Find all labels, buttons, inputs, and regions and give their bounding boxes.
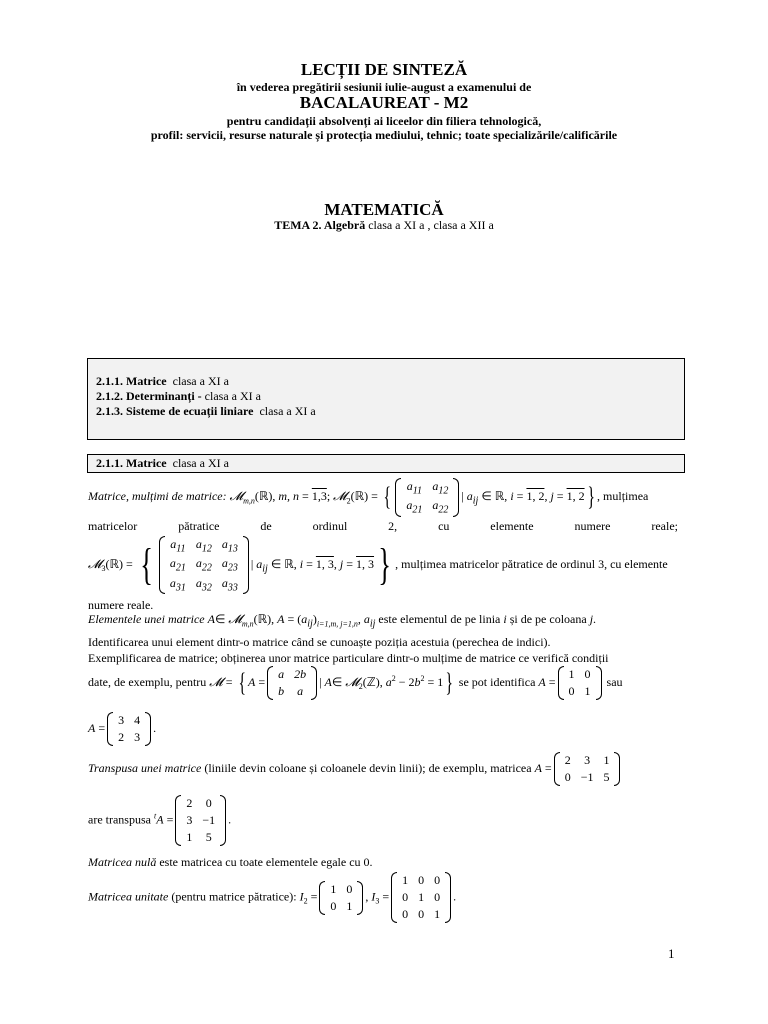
- toc-item-class: clasa a XI a: [259, 404, 316, 418]
- transpose-result: are transpusa $^t$A = 2 0 3 −1 1 5 .: [88, 796, 232, 844]
- term-transpose: Transpusa unei matrice: [88, 760, 202, 775]
- text-span: sau: [606, 674, 623, 689]
- exam-title: BACALAUREAT - M2: [299, 93, 469, 112]
- p2: matricelor pătratice de ordinul 2, cu elemente numere reale;: [88, 519, 678, 533]
- toc-item: [96, 389, 316, 404]
- transpose-line: Transpusa unei matrice (liniile devin coloane și coloanele devin linii); de exemplu, matricea A = 2 3 1 0 −1 5: [88, 752, 678, 786]
- tema-label: TEMA 2. Algebră: [274, 218, 366, 232]
- toc-item: [96, 374, 316, 389]
- doc-subtitle: în vederea pregătirii sesiunii iulie-august a examenului de: [236, 80, 532, 94]
- section-label: 2.1.1. Matrice: [96, 456, 167, 470]
- text-span: și de pe coloana: [509, 612, 587, 626]
- p4: numere reale.: [88, 598, 154, 612]
- p6: Identificarea unui element dintr-o matrice când se cunoaște poziția acestuia (perechea de indici).: [88, 635, 551, 649]
- subject-title: MATEMATICĂ: [324, 200, 444, 219]
- section-class: clasa a XI a: [172, 456, 229, 470]
- toc-box: [87, 358, 685, 440]
- page-number: 1: [668, 946, 675, 961]
- term-null-matrix: Matricea nulă: [88, 855, 157, 869]
- p7: Exemplificarea de matrice; obținerea unor matrice particulare dintr-o mulțime de matrice ce verifică condiții: [88, 651, 609, 665]
- toc-item-label: 2.1.3. Sisteme de ecuații liniare: [96, 404, 254, 418]
- term-matrix-sets: Matrice, mulțimi de matrice:: [88, 489, 227, 504]
- toc-item-label: 2.1.1. Matrice: [96, 374, 167, 388]
- text-span: se pot identifica: [458, 674, 536, 689]
- text-span: (liniile devin coloane și coloanele devin linii); de exemplu, matricea: [204, 760, 532, 775]
- text-tail: , mulțimea: [597, 489, 649, 504]
- text-tail: , mulțimea matricelor pătratice de ordinul 3, cu elemente: [395, 556, 668, 571]
- profile-line: profil: servicii, resurse naturale și protecția mediului, tehnic; toate specializările/calificările: [150, 128, 618, 142]
- example-matrix-b: A = 3 4 2 3 .: [88, 713, 157, 744]
- section-header: [87, 454, 685, 473]
- matrix-sets-line: Matrice, mulțimi de matrice: 𝓜$_{m,n}$(ℝ), m, n = 1,3; 𝓜$_2$(ℝ) = { $a_{11}$ $a_{12}$ $a_{21}$ $a_{22}$ | $a_{ij}$ ∈ ℝ, i = 1, 2, j = 1, 2} , mulțimea: [88, 479, 649, 516]
- toc-item: [96, 404, 316, 419]
- text-span: date, de exemplu, pentru: [88, 674, 207, 689]
- toc-item-class: clasa a XI a: [172, 374, 229, 388]
- example-line: date, de exemplu, pentru 𝓜 = { A = a 2b b a | A∈ 𝓜$_2$(ℤ), $a^2 - 2b^2 = 1$} se pot identifica A = 1 0 0 1 sau: [88, 667, 623, 698]
- audience-line: pentru candidații absolvenți ai liceelor din filiera tehnologică,: [226, 114, 542, 128]
- toc-item-label: 2.1.2. Determinanți -: [96, 389, 202, 403]
- text-span: (pentru matrice pătratice):: [171, 889, 297, 904]
- elements-line: Elementele unei matrice A∈ 𝓜$_{m,n}$(ℝ), $A = (a_{ij})_{i=1,m, j=1,n}$, $a_{ij}$ este elementul de pe linia i și de pe coloana j.: [88, 612, 597, 630]
- term-elements: Elementele unei matrice: [88, 612, 205, 626]
- term-identity: Matricea unitate: [88, 889, 169, 904]
- text-span: are transpusa: [88, 812, 151, 827]
- doc-title: LECȚII DE SINTEZĂ: [300, 60, 468, 79]
- m3-line: 𝓜$_3$(ℝ) = { $a_{11}$ $a_{12}$ $a_{13}$ $a_{21}$ $a_{22}$ $a_{23}$ $a_{31}$ $a_{32}$ $a_{33}$ | $a_{ij}$ ∈ ℝ, i = 1, 3, j = 1, 3} , mulțimea matricelor pătratice de ordinul 3, cu elemente: [88, 537, 668, 594]
- toc-item-class: clasa a XI a: [204, 389, 261, 403]
- tema-line: [0, 218, 768, 233]
- tema-classes: clasa a XI a , clasa a XII a: [368, 218, 494, 232]
- text-span: este matricea cu toate elementele egale cu 0.: [159, 855, 373, 869]
- text-span: este elementul de pe linia: [378, 612, 501, 626]
- identity-line: Matricea unitate (pentru matrice pătratice): $I_2$ = 1 0 0 1 , $I_3$ = 1 0 0 0 1 0 0 0 1 .: [88, 873, 457, 921]
- null-matrix-line: [88, 855, 678, 870]
